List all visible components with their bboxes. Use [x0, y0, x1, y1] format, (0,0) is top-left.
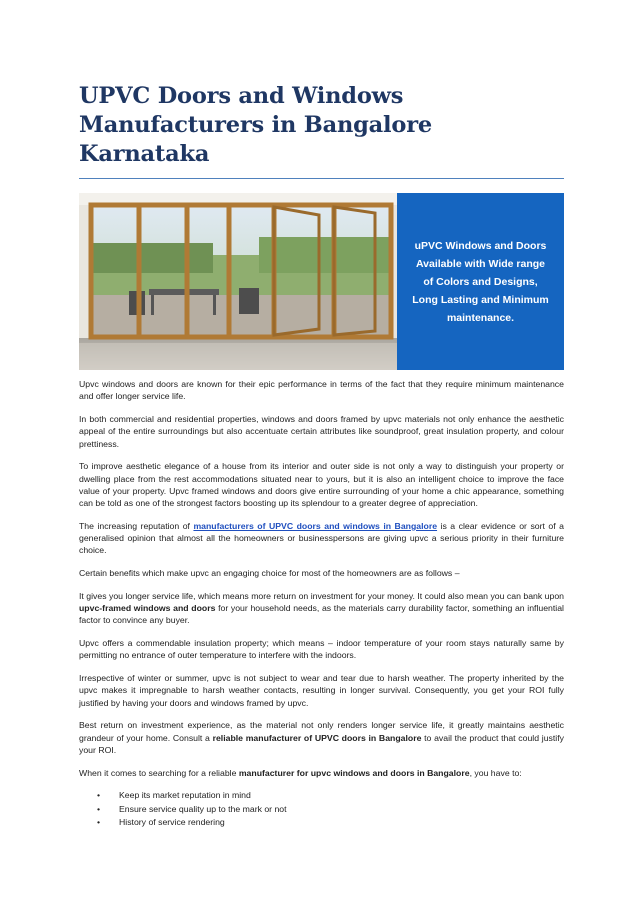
page-title [79, 82, 559, 169]
list-item [79, 789, 564, 801]
text-run: to avail the product that could justify your ROI. [79, 732, 564, 755]
banner-line: of Colors and Designs, [423, 276, 538, 288]
paragraph: To improve aesthetic elegance of a house from its interior and outer side is not only a way to distinguish your property or dwelling place from the rest accommodations situated near to yours, but it is also an intelligent choice to improve the face value of your property. Upvc framed windows and doors give entire surrounding of your home a chic appearance, something can be told as one of the strongest factors boosting up its splendour to a greater degree of appreciation. [79, 461, 564, 509]
bold-phrase: manufacturer for upvc windows and doors in Bangalore [238, 767, 470, 778]
text-run: is a clear evidence or sort of a generalised opinion that almost all the homeowners or businesspersons are giving upvc a serious priority in their furniture choice. [79, 520, 564, 556]
banner-line: maintenance. [446, 312, 515, 324]
hero-banner [79, 193, 564, 370]
paragraph [79, 590, 564, 627]
text-run: It gives you longer service life, which means more return on investment for your money. It could also mean you can bank upon [79, 590, 564, 601]
text-run: The increasing reputation of [79, 520, 194, 531]
bullet-icon: • [97, 790, 101, 801]
banner-text [397, 237, 564, 327]
text-run: Best return on investment experience, as the material not only renders longer service life, it greatly maintains aesthetic grandeur of your home. Consult a [79, 720, 564, 743]
list-item-text: Keep its market reputation in mind [119, 790, 251, 801]
title-line: UPVC Doors and Windows [79, 83, 404, 109]
title-line: Karnataka [79, 141, 210, 167]
paragraph [79, 520, 564, 557]
bold-phrase: upvc-framed windows and doors [79, 603, 216, 614]
title-line: Manufacturers in Bangalore [79, 112, 432, 138]
manufacturers-link[interactable]: manufacturers of UPVC doors and windows in Bangalore [193, 520, 438, 531]
paragraph: In both commercial and residential properties, windows and doors framed by upvc materials not only enhance the aesthetic appeal of the entire surroundings but also accentuate certain attributes like soundproof, great insulation property, and colour prettiness. [79, 413, 564, 449]
paragraph [79, 719, 564, 756]
banner-line: uPVC Windows and Doors [414, 240, 547, 252]
paragraph: Irrespective of winter or summer, upvc is not subject to wear and tear due to harsh weather. The property inherited by the upvc makes it impregnable to harsh weather contacts, resulting in longer survival. Consequently, you get your ROI fully justified by having your doors and windows framed by upvc. [79, 673, 564, 708]
list-item [79, 803, 564, 815]
bullet-list [79, 789, 564, 828]
bullet-icon: • [97, 803, 101, 814]
text-run: When it comes to searching for a reliable [79, 767, 239, 778]
paragraph: Upvc windows and doors are known for their epic performance in terms of the fact that they require minimum maintenance and offer longer service life. [79, 379, 564, 402]
list-item [79, 816, 564, 828]
bold-phrase: reliable manufacturer of UPVC doors in Bangalore [212, 732, 422, 743]
article-body [79, 378, 564, 829]
title-divider [79, 178, 564, 179]
paragraph: Certain benefits which make upvc an engaging choice for most of the homeowners are as follows – [79, 568, 460, 579]
paragraph [79, 767, 564, 779]
paragraph: Upvc offers a commendable insulation property; which means – indoor temperature of your room stays naturally same by permitting no entrance of outer temperature to interfere with the indoors. [79, 638, 564, 661]
text-run: for your household needs, as the materials carry durability factor, something an influential factor to convince any buyer. [79, 603, 564, 626]
banner-line: Available with Wide range [415, 258, 546, 270]
list-item-text: Ensure service quality up to the mark or not [119, 803, 287, 814]
list-item-text: History of service rendering [119, 816, 225, 827]
banner-line: Long Lasting and Minimum [412, 294, 549, 306]
bullet-icon: • [97, 816, 101, 827]
door-photo [79, 193, 397, 370]
hero-text-panel [397, 193, 564, 370]
text-run: , you have to: [469, 767, 522, 778]
